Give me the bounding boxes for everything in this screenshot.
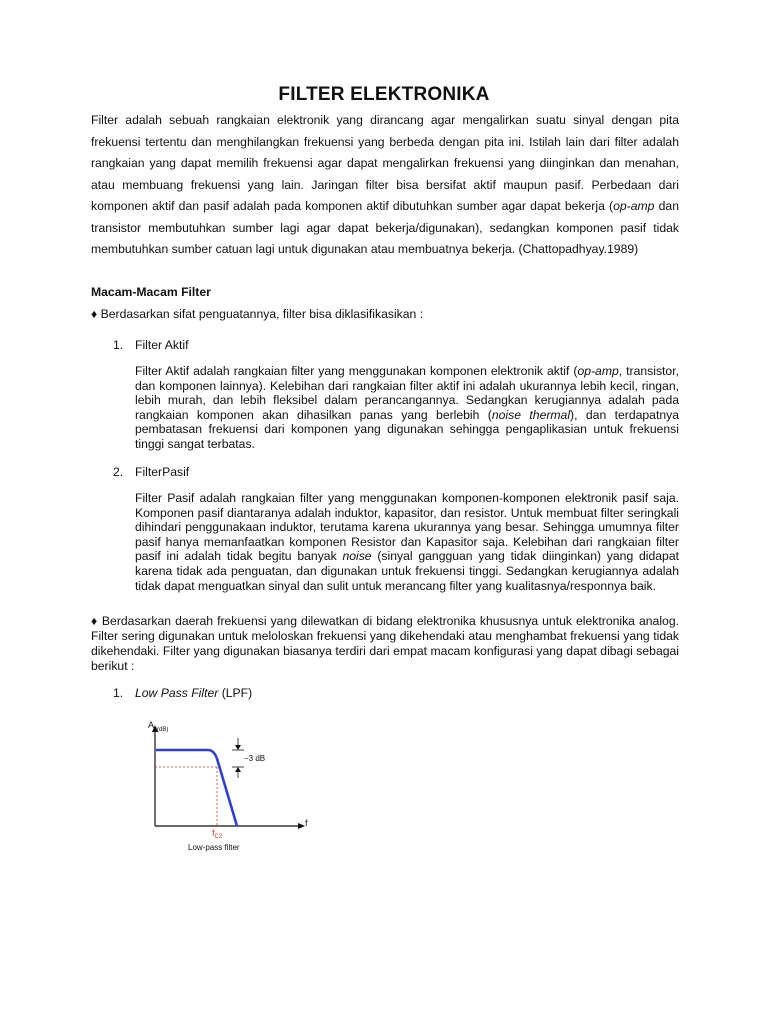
page-title: FILTER ELEKTRONIKA bbox=[278, 84, 490, 105]
para-text: Filter Aktif adalah rangkaian filter yang menggunakan komponen elektronik aktif ( bbox=[135, 364, 578, 378]
list-number: 1. bbox=[113, 338, 124, 352]
list-label-italic: Low Pass Filter bbox=[135, 686, 219, 700]
y-axis-label: $A_{v(dB)}$ bbox=[148, 720, 169, 733]
low-pass-filter-figure bbox=[140, 716, 320, 863]
para-italic: noise thermal bbox=[491, 407, 571, 422]
intro-paragraph bbox=[91, 110, 679, 261]
para-text: ), dan terdapatnya pembatasan frekuensi dari komponen yang digunakan sehingga pengaplikasian untuk frekuensi tinggi sangat terbatas. bbox=[135, 407, 679, 451]
response-curve bbox=[156, 750, 237, 826]
intro-text-end: dan transistor membutuhkan sumber lagi agar dapat bekerja/digunakan), sedangkan komponen pasif tidak membutuhkan sumber catuan lagi untuk digunakan atau membuatnya bekerja. (Chattopadhyay.1989) bbox=[91, 199, 679, 256]
list-item-filter-pasif bbox=[113, 465, 189, 479]
list-item-filter-aktif bbox=[113, 338, 189, 352]
intro-italic: op-amp bbox=[613, 199, 655, 213]
list-label: Filter Aktif bbox=[135, 338, 189, 352]
para-italic: noise bbox=[342, 549, 372, 564]
para-italic: op-amp bbox=[577, 364, 619, 378]
db-label: −3 dB bbox=[244, 754, 266, 763]
db-arrow-down bbox=[235, 745, 241, 750]
x-axis-label: f bbox=[305, 818, 308, 828]
intro-text: Filter adalah sebuah rangkaian elektronik yang dirancang agar mengalirkan suatu sinyal dengan pita frekuensi tertentu dan menghilangkan frekuensi yang berbeda dengan pita ini. Istilah lain dari filter adalah rangkaian yang dapat memilih frekuensi agar dapat mengalirkan frekuensi yang diinginkan dan menahan, atau membuang frekuensi yang lain. Jaringan filter bisa bersifat aktif maupun pasif. Perbedaan dari komponen aktif dan pasif adalah pada komponen aktif dibutuhkan sumber agar dapat bekerja ( bbox=[91, 113, 679, 213]
figure-caption: Low-pass filter bbox=[188, 843, 240, 852]
lpf-response-graph bbox=[140, 716, 320, 858]
para-text: (sinyal gangguan yang tidak diinginkan) yang didapat karena tidak ada penguatan, dan digunakan untuk frekuensi tinggi. Sedangkan kerugiannya adalah tidak dapat menguatkan sinyal dan sulit untuk merancang filter yang kualitasnya/responnya baik. bbox=[135, 549, 679, 593]
list-number: 1. bbox=[113, 686, 124, 700]
filter-pasif-paragraph bbox=[135, 491, 679, 593]
list-label: FilterPasif bbox=[135, 465, 190, 479]
list-label-rest: (LPF) bbox=[218, 686, 253, 700]
filter-aktif-paragraph bbox=[135, 364, 679, 452]
bullet-amplification: ♦ Berdasarkan sifat penguatannya, filter bisa diklasifikasikan : bbox=[91, 307, 424, 321]
list-item-low-pass bbox=[113, 686, 252, 700]
para-text: , transistor, dan komponen lainnya). Kelebihan dari rangkaian filter aktif ini adalah ukurannya lebih kecil, ringan, lebih murah, dan lebih fleksibel dalam perancangannya. Sedangkan kerugiannya adalah pada rangkaian komponen akan dihasilkan panas yang berlebih ( bbox=[135, 364, 679, 422]
section-heading: Macam-Macam Filter bbox=[91, 285, 211, 299]
bullet-frequency: ♦ Berdasarkan daerah frekuensi yang dilewatkan di bidang elektronika khususnya untuk elektronika analog. Filter sering digunakan untuk meloloskan frekuensi yang dikehendaki atau menghambat frekuensi yang tidak dikehendaki. Filter yang digunakan biasanya terdiri dari empat macam konfigurasi yang dapat dibagi sebagai berikut : bbox=[91, 614, 679, 673]
para-text: Filter Pasif adalah rangkaian filter yang menggunakan komponen-komponen elektronik pasif saja. Komponen pasif diantaranya adalah induktor, kapasitor, dan resistor. Untuk membuat filter seringkali dihindari penggunakaan induktor, terutama karena ukurannya yang besar. Sehingga umumnya filter pasif hanya memanfaatkan komponen Resistor dan Kapasitor saja. Kelebihan dari rangkaian filter pasif ini adalah tidak begitu banyak bbox=[135, 491, 679, 564]
cutoff-label: $f_{C2}$ bbox=[212, 828, 223, 840]
x-axis-arrow bbox=[298, 823, 305, 829]
db-arrow-up bbox=[235, 767, 241, 772]
list-number: 2. bbox=[113, 465, 124, 479]
